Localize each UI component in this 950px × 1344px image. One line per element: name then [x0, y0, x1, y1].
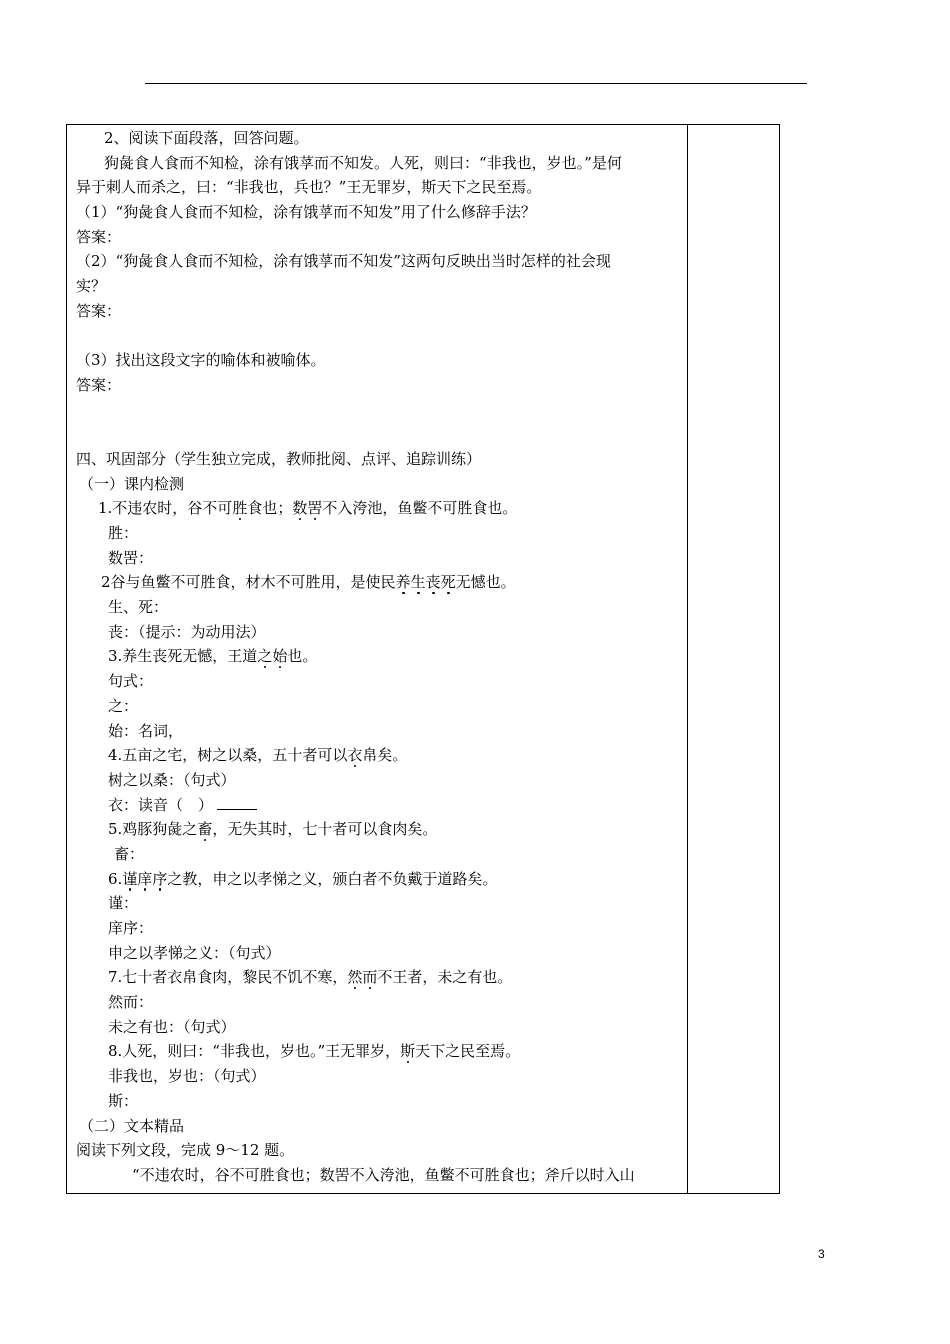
answer-prompt: 树之以桑：（句式） [108, 770, 236, 789]
emphasis-char: 序 [152, 869, 168, 888]
part-2-passage: “不违农时，谷不可胜食也；数罟不入洿池，鱼鳖不可胜食也；斧斤以时入山 [132, 1165, 635, 1184]
passage-line: 狗彘食人食而不知检，涂有饿莩而不知发。人死，则曰：“非我也，岁也。”是何 [104, 153, 622, 172]
question-2-continued: 实？ [76, 277, 107, 296]
answer-prompt: 生、死： [108, 598, 169, 617]
answer-prompt: 庠序： [108, 919, 154, 937]
exercise-item-4: 4.五亩之宅，树之以桑，五十者可以衣帛矣。 [108, 746, 408, 765]
page-number: 3 [818, 1247, 825, 1261]
answer-prompt: 斯： [108, 1091, 139, 1110]
emphasis-char: 衣 [347, 746, 363, 765]
exercise-item-1: 1.不违农时，谷不可胜食也；数罟不入洿池，鱼鳖不可胜食也。 [98, 499, 518, 518]
answer-prompt: 谨： [108, 894, 139, 913]
section-4-heading: 四、巩固部分（学生独立完成，教师批阅、点评、追踪训练） [76, 449, 482, 468]
answer-space [76, 398, 682, 423]
answer-prompt: 衣：读音（ ） [76, 793, 682, 818]
emphasis-char: 斯 [400, 1042, 416, 1061]
answer-prompt: 数罟： [108, 548, 154, 567]
emphasis-char: 数 [292, 499, 308, 518]
exercise-item-2: 2谷与鱼鳖不可胜食，材木不可胜用，是使民养生丧死无憾也。 [101, 573, 516, 592]
question-1: （1）“狗彘食人食而不知检，涂有饿莩而不知发”用了什么修辞手法？ [76, 203, 536, 222]
emphasis-char: 然 [347, 968, 363, 987]
answer-label: 答案： [76, 227, 122, 246]
answer-label: 答案： [76, 375, 122, 394]
answer-space [76, 422, 682, 447]
answer-prompt: 未之有也：（句式） [108, 1017, 236, 1036]
emphasis-char: 罟 [307, 499, 323, 518]
answer-label: 答案： [76, 301, 122, 320]
answer-prompt: 之： [108, 696, 139, 715]
part-2-instructions: 阅读下列文段，完成 9～12 题。 [76, 1141, 295, 1160]
exercise-item-6: 6.谨庠序之教，申之以孝悌之义，颁白者不负戴于道路矣。 [108, 869, 498, 888]
answer-prompt: 申之以孝悌之义：（句式） [108, 943, 281, 962]
answer-prompt: 丧：（提示：为动用法） [108, 622, 266, 641]
emphasis-char: 养 [395, 573, 411, 592]
part-2-heading: （二）文本精品 [79, 1116, 185, 1135]
answer-prompt: 非我也，岁也：（句式） [108, 1067, 266, 1086]
emphasis-char: 谨 [122, 869, 138, 888]
section-2-heading: 2、阅读下面段落，回答问题。 [104, 129, 309, 147]
emphasis-char: 生 [410, 573, 426, 592]
emphasis-char: 庠 [137, 869, 153, 888]
worksheet-content [76, 126, 682, 1188]
answer-prompt: 始：名词， [108, 721, 184, 740]
answer-prompt: 然而： [108, 993, 154, 1012]
answer-prompt: 畜： [114, 844, 145, 863]
passage-line: 异于刺人而杀之，曰：“非我也，兵也？”王无罪岁，斯天下之民至焉。 [76, 178, 542, 197]
emphasis-char: 始 [272, 647, 288, 666]
part-1-heading: （一）课内检测 [79, 474, 185, 493]
fill-blank-line [217, 795, 257, 810]
emphasis-char: 而 [362, 968, 378, 987]
question-2: （2）“狗彘食人食而不知检，涂有饿莩而不知发”这两句反映出当时怎样的社会现 [76, 252, 611, 271]
table-column-divider [687, 124, 688, 1194]
emphasis-char: 畜 [197, 820, 213, 839]
emphasis-char: 胜 [232, 499, 248, 518]
emphasis-char: 丧 [425, 573, 441, 592]
question-3: （3）找出这段文字的喻体和被喻体。 [76, 351, 326, 370]
exercise-item-7: 7.七十者衣帛食肉，黎民不饥不寒，然而不王者，未之有也。 [108, 968, 513, 987]
answer-prompt: 胜： [108, 524, 139, 542]
exercise-item-5: 5.鸡豚狗彘之畜，无失其时，七十者可以食肉矣。 [108, 820, 438, 839]
answer-space [76, 324, 682, 349]
exercise-item-3: 3.养生丧死无憾，王道之始也。 [108, 647, 318, 666]
emphasis-char: 死 [440, 573, 456, 592]
exercise-item-8: 8.人死，则曰：“非我也，岁也。”王无罪岁，斯天下之民至焉。 [108, 1042, 521, 1061]
header-rule [145, 83, 807, 84]
emphasis-char: 之 [257, 647, 273, 666]
answer-prompt: 句式： [108, 672, 154, 691]
